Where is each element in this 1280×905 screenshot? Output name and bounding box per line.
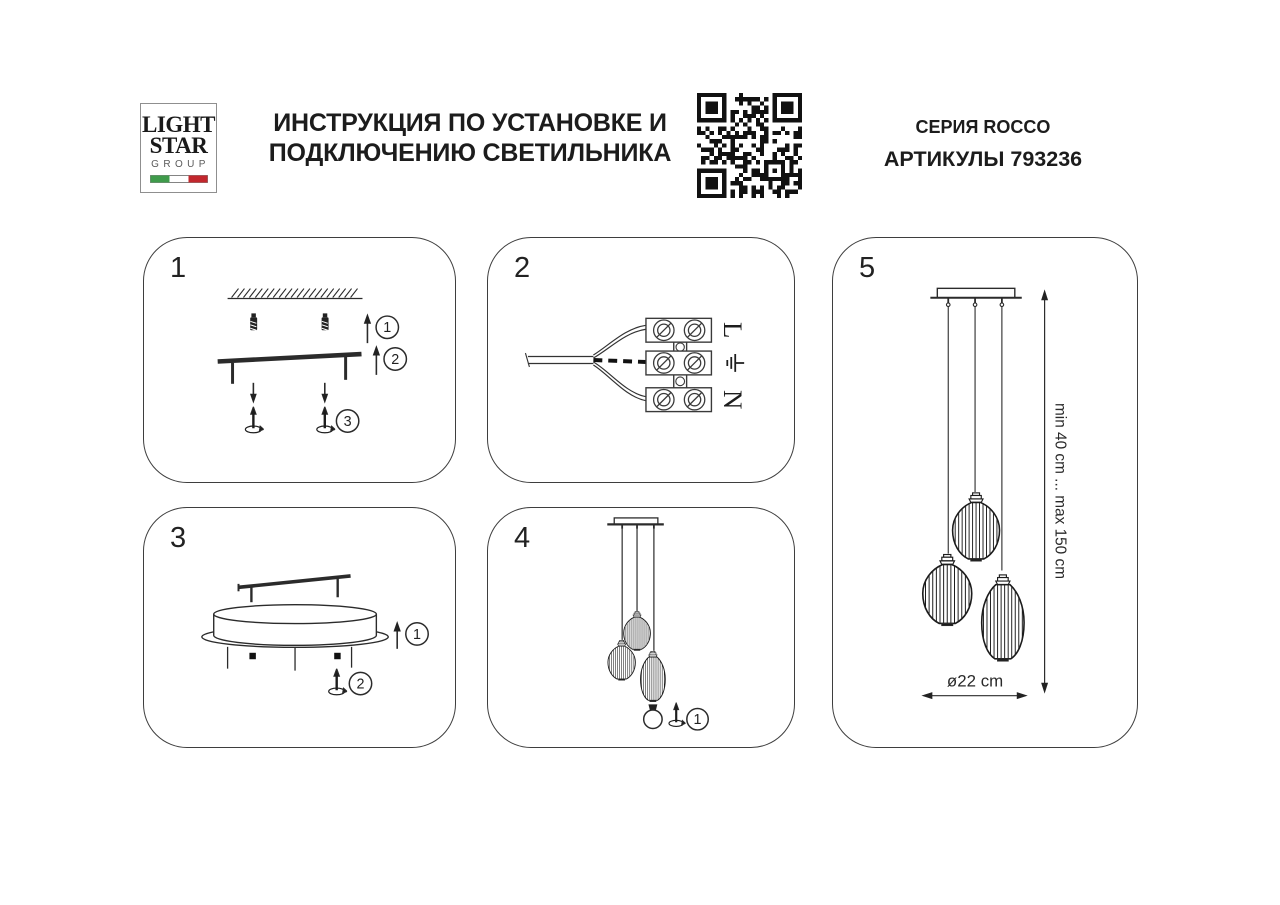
panel-number: 5 [859, 252, 876, 284]
nut-icon [334, 653, 340, 659]
screw-turn-icon [669, 703, 686, 727]
mounting-bracket [239, 576, 351, 602]
down-arrow-icon [250, 383, 257, 404]
earth-icon [727, 354, 744, 372]
svg-text:1: 1 [413, 626, 422, 643]
series-block [858, 117, 1108, 172]
panel-number: 3 [170, 522, 187, 554]
canopy [930, 288, 1021, 306]
lightstar-logo [140, 103, 217, 193]
panel-step-4 [487, 507, 795, 748]
canopy-base [202, 605, 388, 648]
terminal-block [646, 318, 711, 411]
ceiling-hatch [228, 289, 363, 299]
svg-text:2: 2 [391, 351, 400, 368]
screw-turn-icon [329, 669, 347, 695]
panel-number: 1 [170, 252, 187, 284]
wire-bottom [593, 362, 646, 401]
step-5-overview-diagram [833, 238, 1137, 747]
light-bulb-icon [644, 704, 662, 728]
title-line-2: ПОДКЛЮЧЕНИЮ СВЕТИЛЬНИКА [268, 139, 672, 167]
step-badge [349, 672, 371, 694]
svg-text:3: 3 [343, 413, 352, 430]
pendant-lamp [923, 555, 972, 626]
nut-icon [249, 653, 255, 659]
page-title [248, 108, 692, 168]
diameter-dimension [921, 672, 1027, 699]
panel-step-3 [143, 507, 456, 748]
step-badge [376, 316, 398, 338]
diameter-label: ø22 cm [946, 671, 1004, 691]
down-arrow-icon [321, 383, 328, 404]
step-4-diagram [488, 508, 794, 747]
pendant-lamp [982, 575, 1024, 662]
series-label: СЕРИЯ ROCCO [915, 117, 1051, 137]
article-label: АРТИКУЛЫ 793236 [883, 147, 1083, 171]
up-arrow-icon [394, 621, 401, 649]
height-dimension [1041, 289, 1068, 693]
hanging-cords [228, 647, 352, 671]
panel-number: 2 [514, 252, 531, 284]
wall-plug-icon [322, 313, 329, 330]
pendant-lamp [624, 612, 651, 651]
step-1-diagram [144, 238, 455, 482]
label-live: L [717, 322, 748, 339]
panel-step-5 [832, 237, 1138, 748]
step-3-diagram [144, 508, 455, 747]
pendant-lamp [953, 493, 1000, 561]
svg-text:1: 1 [693, 712, 702, 729]
up-arrow-icon [373, 345, 380, 375]
step-badge [336, 410, 358, 432]
canopy [607, 518, 664, 529]
step-2-wiring-diagram [488, 238, 794, 482]
height-range-label: min 40 cm ... max 150 cm [1051, 403, 1069, 580]
mounting-bar [218, 354, 362, 384]
step-badge [687, 709, 708, 730]
screw-turn-icon [317, 407, 335, 433]
italian-flag-icon [150, 175, 208, 183]
title-line-1: ИНСТРУКЦИЯ ПО УСТАНОВКЕ И [273, 109, 667, 137]
svg-text:2: 2 [356, 676, 365, 693]
svg-text:1: 1 [383, 320, 392, 337]
logo-star: STAR [149, 132, 208, 158]
logo-group: GROUP [151, 158, 210, 170]
wire-top [593, 325, 646, 358]
wall-plug-icon [250, 313, 257, 330]
wire-live-dashed [593, 360, 646, 362]
up-arrow-icon [364, 313, 371, 343]
label-neutral: N [717, 390, 748, 410]
panel-step-1 [143, 237, 456, 483]
logo-light: LIGHT [142, 111, 215, 137]
panel-step-2 [487, 237, 795, 483]
panel-number: 4 [514, 522, 531, 554]
step-badge [406, 623, 428, 645]
screw-turn-icon [245, 407, 263, 433]
power-cable [525, 353, 593, 367]
pendant-lamp [641, 651, 666, 702]
qr-code [697, 93, 802, 198]
step-badge [384, 348, 406, 370]
